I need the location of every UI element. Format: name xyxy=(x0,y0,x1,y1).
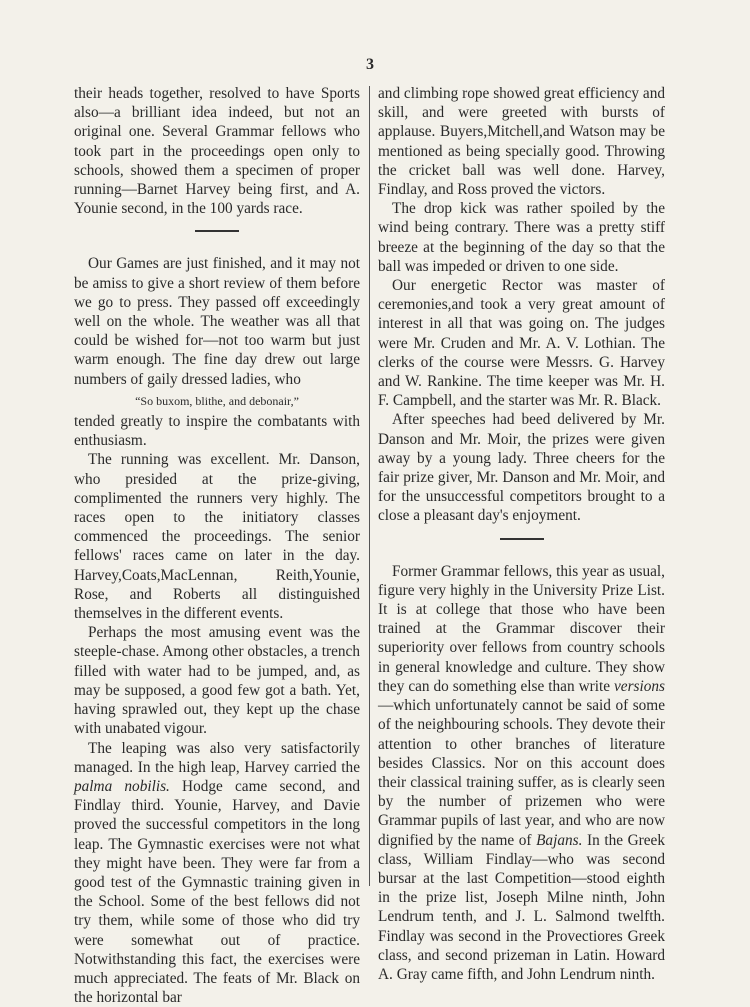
text-run: Former Grammar fellows, this year as usual, figure very highly in the University Prize List. It is at college that those who have been trained at the Grammar discover their superiority over fellows from country schools in general knowledge and culture. They show they can do something else than write xyxy=(378,563,665,695)
italic-text: palma nobilis. xyxy=(74,778,170,795)
column-rule xyxy=(369,86,370,886)
quotation: “So buxom, blithe, and debonair,” xyxy=(74,392,360,411)
text-run: —which unfortunately cannot be said of some of the neighbouring schools. They devote their attention to other branches of literature besides Classics. Nor on this account does their classical training suffer, as is clearly seen by the number of prizemen who were Grammar pupils of last year, and who are now dignified by the name of xyxy=(378,697,665,848)
paragraph: their heads together, resolved to have Sports also—a brilliant idea indeed, but not an original one. Several Grammar fellows who took part in the proceedings open only to schools, showed them a specimen of proper running—Barnet Harvey being first, and A. Younie second, in the 100 yards race. xyxy=(74,84,360,218)
section-divider xyxy=(195,230,239,232)
section-divider xyxy=(500,538,544,540)
paragraph: The drop kick was rather spoiled by the wind being contrary. There was a pretty stiff breeze at the beginning of the day so that the ball was impeded or driven to one side. xyxy=(378,199,665,276)
text-run: The leaping was also very satisfactorily managed. In the high leap, Harvey carried the xyxy=(74,740,360,776)
page-number: 3 xyxy=(0,56,740,74)
right-column xyxy=(378,84,665,984)
paragraph xyxy=(378,562,665,984)
paragraph: tended greatly to inspire the combatants with enthusiasm. xyxy=(74,412,360,450)
paragraph: Our energetic Rector was master of ceremonies,and took a very great amount of interest in all that was going on. The judges were Mr. Cruden and Mr. A. V. Lothian. The clerks of the course were Messrs. G. Harvey and W. Rankine. The time keeper was Mr. H. F. Campbell, and the starter was Mr. R. Black. xyxy=(378,276,665,410)
italic-text: versions xyxy=(614,678,665,695)
paragraph: Perhaps the most amusing event was the steeple-chase. Among other obstacles, a trench filled with water had to be jumped, and, as may be supposed, a good few got a bath. Yet, having sprawled out, they kept up the chase with unabated vigour. xyxy=(74,623,360,738)
paragraph: The running was excellent. Mr. Danson, who presided at the prize-giving, complimented the runners very highly. The races open to the initiatory classes commenced the proceedings. The senior fellows' races came on later in the day. Harvey,Coats,MacLennan, Reith,Younie, Rose, and Roberts all distinguished themselves in the different events. xyxy=(74,450,360,623)
italic-text: Bajans. xyxy=(536,832,582,849)
left-column xyxy=(74,84,360,1007)
paragraph: Our Games are just finished, and it may not be amiss to give a short review of them before we go to press. They passed off exceedingly well on the whole. The weather was all that could be wished for—not too warm but just warm enough. The fine day drew out large numbers of gaily dressed ladies, who xyxy=(74,254,360,388)
text-run: Hodge came second, and Findlay third. Younie, Harvey, and Davie proved the successful competitors in the long leap. The Gymnastic exercises were not what they might have been. They were far from a good test of the Gymnastic training given in the School. Some of the best fellows did not try them, while some of those who did try were somewhat out of practice. Notwithstanding this fact, the exercises were much appreciated. The feats of Mr. Black on the horizontal bar xyxy=(74,778,360,1006)
paragraph: After speeches had beed delivered by Mr. Danson and Mr. Moir, the prizes were given away by a young lady. Three cheers for the fair prize giver, Mr. Danson and Mr. Moir, and for the unsuccessful competitors brought to a close a pleasant day's enjoyment. xyxy=(378,410,665,525)
paragraph xyxy=(74,739,360,1007)
text-run: In the Greek class, William Findlay—who was second bursar at the last Competition—stood eighth in the prize list, Joseph Milne ninth, John Lendrum tenth, and J. L. Salmond twelfth. Findlay was second in the Provectiores Greek class, and second prizeman in Latin. Howard A. Gray came fifth, and John Lendrum ninth. xyxy=(378,832,665,983)
paragraph: and climbing rope showed great efficiency and skill, and were greeted with bursts of applause. Buyers,Mitchell,and Watson may be mentioned as being specially good. Throwing the cricket ball was well done. Harvey, Findlay, and Ross proved the victors. xyxy=(378,84,665,199)
